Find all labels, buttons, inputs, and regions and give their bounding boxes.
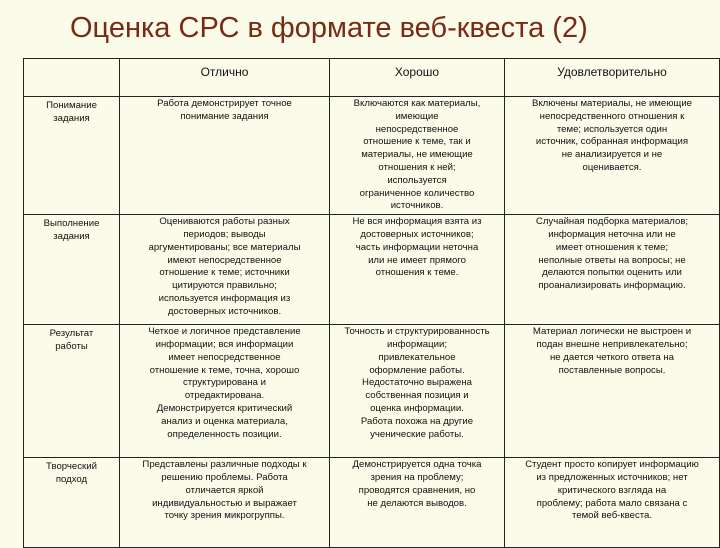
criterion-cell: Выполнение задания [24, 215, 120, 325]
satisfactory-cell: Студент просто копирует информацию из предложенных источников; нет критического взгляда на проблему; работа мало связана с темой веб-квеста. [505, 458, 720, 548]
header-excellent: Отлично [120, 59, 330, 97]
table-row [24, 325, 720, 458]
table-row [24, 97, 720, 215]
table-row [24, 458, 720, 548]
header-empty [24, 59, 120, 97]
good-cell: Точность и структурированность информации; привлекательное оформление работы. Недостаточно выражена собственная позиция и оценка информации. Работа похожа на другие ученические работы. [330, 325, 505, 458]
table-header-row [24, 59, 720, 97]
criterion-cell: Результат работы [24, 325, 120, 458]
header-good: Хорошо [330, 59, 505, 97]
header-satisfactory: Удовлетворительно [505, 59, 720, 97]
page-title: Оценка СРС в формате веб-квеста (2) [70, 12, 588, 44]
criterion-cell: Творческий подход [24, 458, 120, 548]
excellent-cell: Работа демонстрирует точное понимание задания [120, 97, 330, 215]
good-cell: Не вся информация взята из достоверных источников; часть информации неточна или не имеет прямого отношения к теме. [330, 215, 505, 325]
satisfactory-cell: Материал логически не выстроен и подан внешне непривлекательно; не дается четкого ответа на поставленные вопросы. [505, 325, 720, 458]
criterion-cell: Понимание задания [24, 97, 120, 215]
excellent-cell: Оцениваются работы разных периодов; выводы аргументированы; все материалы имеют непосредственное отношение к теме; источники цитируются правильно; используется информация из достоверных источников. [120, 215, 330, 325]
good-cell: Демонстрируется одна точка зрения на проблему; проводятся сравнения, но не делаются выводов. [330, 458, 505, 548]
satisfactory-cell: Случайная подборка материалов; информация неточна или не имеет отношения к теме; неполные ответы на вопросы; не делаются попытки оценить или проанализировать информацию. [505, 215, 720, 325]
satisfactory-cell: Включены материалы, не имеющие непосредственного отношения к теме; используется один источник, собранная информация не анализируется и не оценивается. [505, 97, 720, 215]
assessment-table [23, 58, 720, 548]
table-row [24, 215, 720, 325]
excellent-cell: Представлены различные подходы к решению проблемы. Работа отличается яркой индивидуальностью и выражает точку зрения микрогруппы. [120, 458, 330, 548]
excellent-cell: Четкое и логичное представление информации; вся информации имеет непосредственное отношение к теме, точна, хорошо структурирована и отредактирована. Демонстрируется критический анализ и оценка материала, определенность позиции. [120, 325, 330, 458]
good-cell: Включаются как материалы, имеющие непосредственное отношение к теме, так и материалы, не имеющие отношения к ней; используется ограниченное количество источников. [330, 97, 505, 215]
